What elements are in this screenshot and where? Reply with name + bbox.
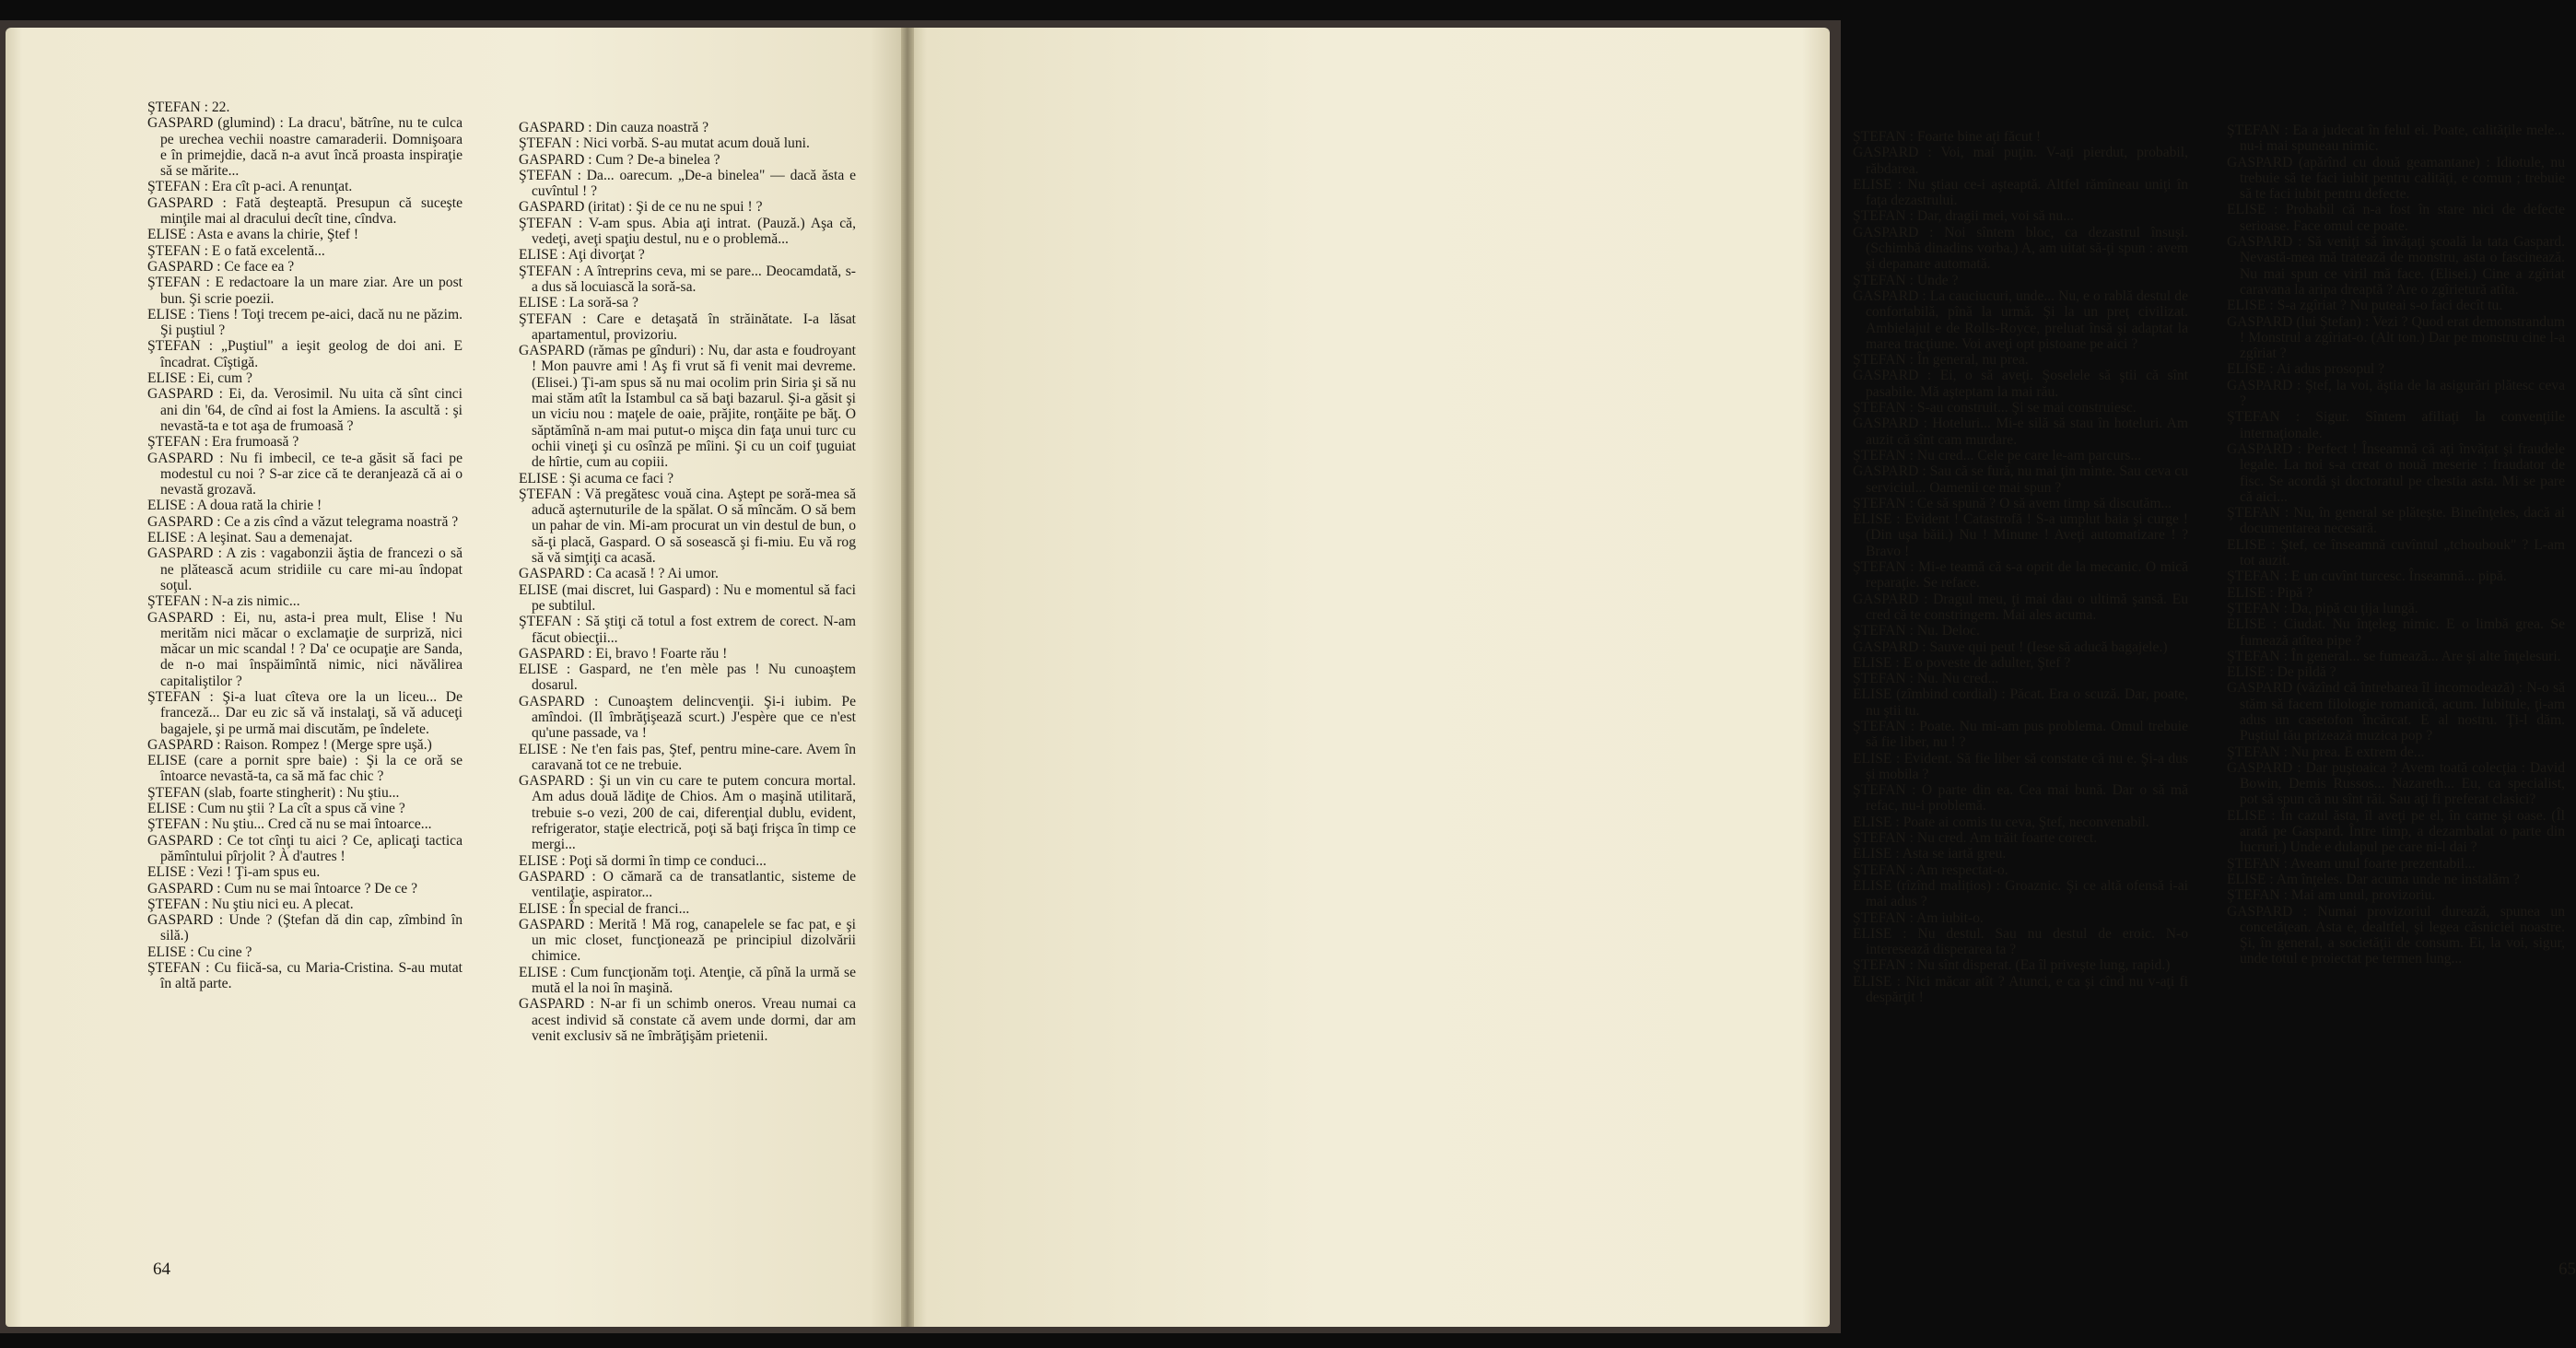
dialogue-line: GASPARD : Nu fi imbecil, ce te-a găsit să faci pe modestul cu noi ? S-ar zice că te deranjează că ai o nevastă grozavă. xyxy=(147,450,463,498)
dialogue-line: ŞTEFAN : În general, nu prea. xyxy=(1853,352,2029,369)
dialogue-line: ELISE : S-a zgîriat ? Nu puteai s-o faci decît tu. xyxy=(2227,298,2503,314)
dialogue-line: GASPARD : Unde ? (Ştefan dă din cap, zîmbind în silă.) xyxy=(147,912,463,944)
dialogue-line: ŞTEFAN : Nu ştiu nici eu. A plecat. xyxy=(147,896,354,912)
dialogue-line: GASPARD : Ce face ea ? xyxy=(147,258,295,275)
dialogue-line: ŞTEFAN : A întreprins ceva, mi se pare... Deocamdată, s-a dus să locuiască la soră-sa. xyxy=(519,263,856,295)
dialogue-line: ELISE : Evident ! Catastrofă ! S-a umplut baia şi curge ! (Din uşa băii.) Nu ! Minune ! Aveţi automatizare ! ? Bravo ! xyxy=(1853,511,2188,559)
left-column-1 xyxy=(147,100,463,992)
dialogue-line: GASPARD : Să veniţi să învăţaţi şcoală la tata Gaspard. Nevastă-mea mă tratează de monstru, asta o fascinează. Nu mai spun ce viril mă face. (Elisei.) Cine a zgîriat caravana la aripa dreaptă ? Are o zgîrietură atîta. xyxy=(2227,234,2565,298)
dialogue-line: ŞTEFAN : E o fată excelentă... xyxy=(147,242,325,259)
dialogue-line: ŞTEFAN : „Puştiul" a ieşit geolog de doi ani. E încadrat. Cîştigă. xyxy=(147,338,463,370)
dialogue-line: ŞTEFAN : Sigur. Sîntem afiliaţi la convenţiile internaţionale. xyxy=(2227,409,2565,441)
dialogue-line: ŞTEFAN : Care e detaşată în străinătate. I-a lăsat apartamentul, provizoriu. xyxy=(519,311,856,343)
dialogue-line: ŞTEFAN : S-au construit... Şi se mai construiesc. xyxy=(1853,400,2137,416)
dialogue-line: ŞTEFAN : Poate. Nu mi-am pus problema. Omul trebuie să fie liber, nu ! ? xyxy=(1853,718,2188,751)
dialogue-line: ŞTEFAN : E un cuvînt turcesc. Înseamnă... pipă. xyxy=(2227,569,2507,585)
dialogue-line: ELISE : În special de franci... xyxy=(519,900,690,917)
dialogue-line: ŞTEFAN : Nu cred. Am trăit foarte corect. xyxy=(1853,830,2098,847)
dialogue-line: ŞTEFAN : Nici vorbă. S-au mutat acum două luni. xyxy=(519,135,810,152)
dialogue-line: ELISE : Cum nu ştii ? La cît a spus că vine ? xyxy=(147,801,405,817)
dialogue-line: GASPARD : Dar puştoaica ? Avem toată colecţia : David Bowin, Demis Russos... Nazareth... Eu, ca specialist, pot să spun că nu sînt răi. Sau aţi fi preferat clasici? xyxy=(2227,759,2565,808)
dialogue-line: GASPARD : Hoteluri... Mi-e silă să stau în hoteluri. Am auzit că sînt cam murdare. xyxy=(1853,416,2188,448)
dialogue-line: ELISE : Asta se iartă greu. xyxy=(1853,846,2007,862)
dialogue-line: GASPARD : Sauve qui peut ! (Iese să aducă bagajele.) xyxy=(1853,639,2168,655)
dialogue-line: GASPARD : Dragul meu, ţi mai dau o ultimă şansă. Eu cred că te constringem. Mai ales acuma. xyxy=(1853,591,2188,623)
dialogue-line: ŞTEFAN : Nu, în general se plăteşte. Bineînţeles, dacă ai documentarea necesară. xyxy=(2227,505,2565,537)
page-number-left: 64 xyxy=(153,1260,170,1279)
dialogue-line: ELISE : De pildă ? xyxy=(2227,664,2336,681)
dialogue-line: GASPARD : Voi, mai puţin. V-aţi pierdut, probabil, răbdarea. xyxy=(1853,145,2188,177)
right-column-1 xyxy=(1853,129,2188,1005)
dialogue-line: GASPARD : Ca acasă ! ? Ai umor. xyxy=(519,566,719,582)
dialogue-line: GASPARD (lui Ştefan) : Vezi ? Quod erat demonstrandum ! Monstrul a zgîriat-o. (Alt ton.) Dar pe monstru cine l-a zgîriat ? xyxy=(2227,313,2565,362)
dialogue-line: ELISE : În cazul ăsta, îl aveţi pe el, în carne şi oase. (Îl arată pe Gaspard. Între timp, a dezambalat o parte din lucruri.) Unde e dulapul pe care ni-l dai ? xyxy=(2227,807,2565,856)
dialogue-line: ELISE : Probabil că n-a fost în stare nici de defecte serioase. Face omul ce poate. xyxy=(2227,202,2565,234)
dialogue-line: ELISE : Gaspard, ne t'en mèle pas ! Nu cunoaştem dosarul. xyxy=(519,662,856,694)
dialogue-line: ELISE : Vezi ! Ţi-am spus eu. xyxy=(147,864,321,881)
dialogue-line: ELISE : Cum funcţionăm toţi. Atenţie, că pînă la urmă se mută el la noi în maşină. xyxy=(519,964,856,997)
dialogue-line: GASPARD : Fată deşteaptă. Presupun că suceşte minţile mai al dracului decît tine, cîndva. xyxy=(147,194,463,228)
dialogue-line: ELISE : Cu cine ? xyxy=(147,944,252,960)
dialogue-line: ŞTEFAN : Mai am unul, provizoriu. xyxy=(2227,887,2436,904)
dialogue-line: GASPARD : Şi un vin cu care te putem concura mortal. Am adus două lădiţe de Chios. Am o maşină utilitară, trebuie s-o vezi, 200 de cai, diferenţial dublu, evident, refrigerator, staţie electrică, poţi să baţi frişca în timp ce mergi... xyxy=(519,773,856,853)
dialogue-line: ŞTEFAN : Dar, dragii mei, voi să nu... xyxy=(1853,208,2074,225)
dialogue-line: GASPARD : Cum nu se mai întoarce ? De ce ? xyxy=(147,880,418,897)
dialogue-line: ŞTEFAN : Nu ştiu... Cred că nu se mai întoarce... xyxy=(147,816,432,833)
dialogue-line: ELISE : Poţi să dormi în timp ce conduci... xyxy=(519,852,767,869)
dialogue-line: GASPARD : Ei, o să aveţi. Şoselele să ştii că sînt pasabile. Mă aşteptam la mai rău. xyxy=(1853,368,2188,400)
dialogue-line: ELISE : Ştef, ce înseamnă cuvîntul „tchoubouk" ? L-am tot auzit. xyxy=(2227,536,2565,569)
dialogue-line: ŞTEFAN : O parte din ea. Cea mai bună. Dar o să mă refac, nu-i problemă. xyxy=(1853,782,2188,815)
dialogue-line: GASPARD : Ei, da. Verosimil. Nu uita că sînt cinci ani din '64, de cînd ai fost la Amiens. Ia ascultă : şi nevastă-ta e tot aşa de frumoasă ? xyxy=(147,386,463,434)
dialogue-line: ŞTEFAN : Am iubit-o. xyxy=(1853,909,1984,926)
dialogue-line: GASPARD : Ştef, la voi, ăştia de la asigurări plătesc ceva ? xyxy=(2227,377,2565,410)
dialogue-line: ŞTEFAN : Nu prea. E extrem de... xyxy=(2227,744,2425,760)
dialogue-line: ŞTEFAN : Să ştiţi că totul a fost extrem de corect. N-am făcut obiecţii... xyxy=(519,614,856,646)
dialogue-line: ELISE : Nu ştiau ce-i aşteaptă. Altfel rămîneau uniţi în faţa dezastrului. xyxy=(1853,176,2188,209)
dialogue-line: ŞTEFAN : E redactoare la un mare ziar. Are un post bun. Şi scrie poezii. xyxy=(147,275,463,307)
dialogue-line: GASPARD : Numai provizoriul durează, spunea un concetăţean. Asta e, dealtfel, şi legea căsniciei noastre. Şi, în general, a societăţii de consum. Ei, la voi, sigur, unde totul e proiectat pe termen lung... xyxy=(2227,903,2565,967)
dialogue-line: ŞTEFAN : Unde ? xyxy=(1853,272,1959,288)
dialogue-line: ELISE : Tiens ! Toţi trecem pe-aici, dacă nu ne păzim. Şi puştiul ? xyxy=(147,306,463,339)
dialogue-line: GASPARD (văzînd că întrebarea îl incomodează) : N-o să stăm să facem filologie romanică, acum. Iubitule, ţi-am adus un casetofon încărcat. E al nostru. Ţi-l dăm. Puştiul tău prizează muzica pop ? xyxy=(2227,680,2565,744)
dialogue-line: GASPARD : Din cauza noastră ? xyxy=(519,120,709,135)
dialogue-line: ŞTEFAN : Nu. Deloc. xyxy=(1853,623,1980,639)
dialogue-line: ELISE : Pipă ? xyxy=(2227,584,2313,601)
dialogue-line: GASPARD : Ce tot cînţi tu aici ? Ce, aplicaţi tactica pămîntului pîrjolit ? À d'autres ! xyxy=(147,832,463,864)
dialogue-line: ŞTEFAN : Nu sînt disperat. (Ea îl priveşte lung, rapid.) xyxy=(1853,957,2171,974)
book-gutter xyxy=(901,28,914,1327)
dialogue-line: ŞTEFAN : Şi-a luat cîteva ore la un liceu... De franceză... Dar eu zic să vă instalaţi, să vă aduceţi bagajele, şi pe urmă mai discutăm, pe îndelete. xyxy=(147,688,463,737)
dialogue-line: ELISE (rîzînd malițios) : Groaznic. Şi ce altă ofensă i-ai mai adus ? xyxy=(1853,877,2188,910)
dialogue-line: ŞTEFAN : Era frumoasă ? xyxy=(147,434,299,451)
page-number-right: 65 xyxy=(2558,1260,2576,1279)
dialogue-line: ŞTEFAN : Ea a judecat în felul ei. Poate, calităţile mele... nu-i mai spuneau nimic. xyxy=(2227,123,2565,155)
dialogue-line: ŞTEFAN : Aveam unul foarte prezentabil... xyxy=(2227,855,2476,872)
dialogue-line: ELISE : Asta e avans la chirie, Ştef ! xyxy=(147,227,359,243)
dialogue-line: GASPARD : Raison. Rompez ! (Merge spre uşă.) xyxy=(147,736,432,753)
dialogue-line: ŞTEFAN : Ce să spună ? O să avem timp să discutăm... xyxy=(1853,495,2172,511)
dialogue-line: ŞTEFAN : Mi-e teamă că s-a oprit de la mecanic. O mică reparaţie. Se reface. xyxy=(1853,559,2188,592)
dialogue-line: ELISE : Am înţeles. Dar acuma unde ne instalăm ? xyxy=(2227,871,2520,887)
dialogue-line: ELISE : A leşinat. Sau a demenajat. xyxy=(147,530,353,546)
dialogue-line: ELISE (care a pornit spre baie) : Şi la ce oră se întoarce nevastă-ta, ca să mă fac chic ? xyxy=(147,753,463,785)
dialogue-line: ELISE : Ne t'en fais pas, Ştef, pentru mine-care. Avem în caravană tot ce ne trebuie. xyxy=(519,741,856,773)
dialogue-line: ŞTEFAN : Da, pipă cu ţija lungă. xyxy=(2227,600,2418,616)
dialogue-line: ELISE (mai discret, lui Gaspard) : Nu e momentul să faci pe subtilul. xyxy=(519,581,856,614)
dialogue-line: GASPARD : Ei, nu, asta-i prea mult, Elise ! Nu merităm nici măcar o exclamaţie de surpriză, nici măcar un mic scandal ! ? Da' ce ocupaţie are Sanda, de n-o mai înspăimîntă nimic, nici năvălirea capitaliştilor ? xyxy=(147,609,463,689)
dialogue-line: ŞTEFAN : Nu cred... Cele pe care le-am parcurs... xyxy=(1853,447,2142,463)
dialogue-line: ELISE : La soră-sa ? xyxy=(519,295,638,311)
dialogue-line: ELISE : Evident. Să fie liber să constate că nu e. Şi-a dus şi mobila ? xyxy=(1853,750,2188,782)
dialogue-line: ELISE : Ciudat. Nu înţeleg nimic. E o limbă grea. Se fumează atîtea pipe ? xyxy=(2227,616,2565,649)
dialogue-line: ELISE : Aţi divorţat ? xyxy=(519,247,645,264)
dialogue-line: GASPARD : Noi sîntem bloc, ca dezastrul însuşi. (Schimbă dinadins vorba.) A, am uitat să-ţi spun : avem şi depanare automată. xyxy=(1853,224,2188,273)
dialogue-line: ŞTEFAN : Era cît p-aci. A renunţat. xyxy=(147,179,353,195)
dialogue-line: ELISE : E o poveste de adulter, Ştef ? xyxy=(1853,654,2071,671)
dialogue-line: GASPARD : Cum ? De-a binelea ? xyxy=(519,151,720,168)
dialogue-line: GASPARD : La cauciucuri, unde... Nu, e o rablă destul de confortabilă, pînă la urmă. Şi la un preţ civilizat. Ambielajul e de Rolls-Royce, preluat însă şi adaptat la marea tracţiune. Voi aveţi opt pistoane pe aici ? xyxy=(1853,287,2188,352)
right-page xyxy=(907,28,2576,1327)
dialogue-line: ŞTEFAN : Vă pregătesc vouă cina. Aştept pe soră-mea să aducă aşternuturile de la spălat. O să mîncăm. O să bem un pahar de vin. Mi-am procurat un vin destul de bun, o să-ţi placă, Gaspard. O să sosească şi fi-miu. Eu vă rog să vă simţiţi ca acasă. xyxy=(519,486,856,567)
dialogue-line: ŞTEFAN : În general... se fumează... Are şi alte înţelesuri. xyxy=(2227,648,2561,664)
dialogue-line: ELISE : Poate ai comis tu ceva, Ştef, neconvenabil. xyxy=(1853,814,2149,830)
dialogue-line: GASPARD : Perfect ! Înseamnă că aţi învăţat şi fraudele legale. La noi s-a creat o nouă meserie : fraudator de fisc. Se acordă şi doctoratul pe chestia asta. Mi se pare că aici... xyxy=(2227,440,2565,505)
dialogue-line: GASPARD (rămas pe gînduri) : Nu, dar asta e foudroyant ! Mon pauvre ami ! Aş fi vrut să fi venit mai devreme. (Elisei.) Ţi-am spus să nu mai ocolim prin Siria şi să nu mai stăm atît la Istambul ca să baţi bazarul. Şi-a găsit şi un viciu nou : maţele de oaie, prăjite, ronţăite pe băţ. O săptămînă n-am mai putut-o mişca din faţa unui turc cu ochii vineţi şi cu osînză pe mîini. Şi cu un coif ţuguiat de hîrtie, cum au copiii. xyxy=(519,343,856,471)
dialogue-line: ŞTEFAN : 22. xyxy=(147,100,230,115)
dialogue-line: ŞTEFAN : Foarte bine aţi făcut ! xyxy=(1853,129,2042,145)
dialogue-line: ŞTEFAN : Am respectat-o. xyxy=(1853,862,2008,878)
dialogue-line: ŞTEFAN : V-am spus. Abia aţi intrat. (Pauză.) Aşa că, vedeţi, aveţi spaţiu destul, nu e o problemă... xyxy=(519,215,856,248)
dialogue-line: GASPARD : Ce a zis cînd a văzut telegrama noastră ? xyxy=(147,513,459,530)
dialogue-line: ŞTEFAN : Cu fiică-sa, cu Maria-Cristina. S-au mutat în altă parte. xyxy=(147,960,463,992)
dialogue-line: GASPARD : N-ar fi un schimb oneros. Vreau numai ca acest individ să constate că avem unde dormi, dar am venit exclusiv să ne îmbrăţişăm prietenii. xyxy=(519,996,856,1044)
dialogue-line: GASPARD : A zis : vagabonzii ăştia de francezi o să ne plătească acum stridiile cu care mi-au îndopat soţul. xyxy=(147,545,463,593)
dialogue-line: GASPARD : Merită ! Mă rog, canapelele se fac pat, e şi un mic closet, funcţionează pe principiul dizolvării chimice. xyxy=(519,916,856,965)
dialogue-line: ŞTEFAN : Nu. Nu cred... xyxy=(1853,671,1999,687)
dialogue-line: GASPARD : O cămară ca de transatlantic, sisteme de ventilaţie, aspirator... xyxy=(519,868,856,901)
dialogue-line: ELISE : Ai adus prosopul ? xyxy=(2227,361,2385,378)
dialogue-line: GASPARD : Ei, bravo ! Foarte rău ! xyxy=(519,645,728,662)
dialogue-line: GASPARD : Sau că se fură, nu mai ţin minte. Sau ceva cu serviciul... Oamenii ce mai spun ? xyxy=(1853,463,2188,496)
dialogue-line: GASPARD (glumind) : La dracu', bătrîne, nu te culca pe urechea vechii noastre camaraderii. Domnişoara e în primejdie, dacă n-a avut încă proasta inspiraţie să se mărite... xyxy=(147,115,463,180)
dialogue-line: ELISE : A doua rată la chirie ! xyxy=(147,498,322,514)
dialogue-line: ŞTEFAN (slab, foarte stingherit) : Nu ştiu... xyxy=(147,784,400,801)
dialogue-line: ELISE : Şi acuma ce faci ? xyxy=(519,470,673,486)
dialogue-line: ELISE : Nu destul. Sau nu destul de eroic. N-o interesează disperarea ta ? xyxy=(1853,925,2188,958)
dialogue-line: GASPARD (apărînd cu două geamantane) : Idiotule, nu trebuie să te faci iubit pentru calităţi, e comun ; trebuie să te faci iubit pentru defecte. xyxy=(2227,154,2565,203)
dialogue-line: ŞTEFAN : N-a zis nimic... xyxy=(147,593,300,610)
left-column-2 xyxy=(519,120,856,1044)
dialogue-line: ŞTEFAN : Da... oarecum. „De-a binelea" — dacă ăsta e cuvîntul ! ? xyxy=(519,167,856,200)
dialogue-line: ELISE : Nici măcar atît ? Atunci, e ca şi cînd nu v-aţi fi despărţit ! xyxy=(1853,973,2188,1006)
dialogue-line: ELISE (zîmbind cordial) : Păcat. Era o scuză. Dar, poate, nu ştii tu. xyxy=(1853,686,2188,719)
dialogue-line: GASPARD (iritat) : Şi de ce nu ne spui ! ? xyxy=(519,199,763,216)
right-column-2 xyxy=(2227,123,2565,967)
dialogue-line: GASPARD : Cunoaştem delincvenţii. Şi-i iubim. Pe amîndoi. (Il îmbrăţişează scurt.) J'espère que ce n'est qu'une passade, va ! xyxy=(519,693,856,742)
left-page xyxy=(6,28,907,1327)
dialogue-line: ELISE : Ei, cum ? xyxy=(147,370,252,387)
